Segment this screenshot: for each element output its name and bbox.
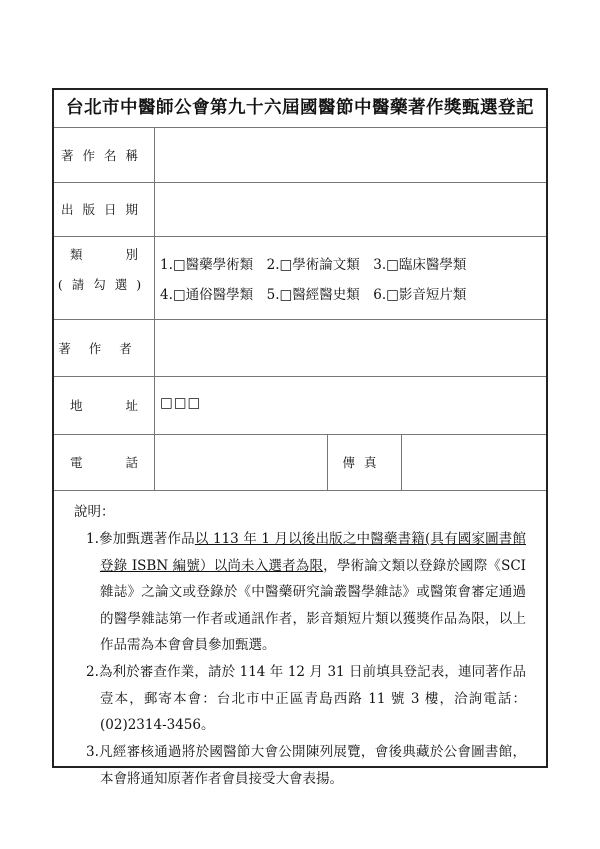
category-hint: (請勾選) (57, 277, 151, 292)
note-1-underlined: 以 113 年 1 月以後出版之中醫藥書籍(具有國家圖書館登錄 ISBN 編號）以尚未入選者為限 (100, 531, 526, 574)
work-name-field[interactable] (155, 128, 546, 182)
category-options-row1[interactable]: 1.□醫藥學術類 2.□學術論文類 3.□臨床醫學類 (160, 257, 467, 273)
form-title: 台北市中醫師公會第九十六屆國醫節中醫藥著作獎甄選登記 (66, 98, 534, 118)
registration-form (52, 88, 548, 787)
phone-field[interactable] (155, 435, 327, 490)
address-label (54, 376, 154, 434)
publish-date-field[interactable] (155, 183, 546, 236)
note-1-rest: ，學術論文類以登錄於國際《SCI 雜誌》之論文或登錄於《中醫藥研究論叢醫學雜誌》或醫策會審定通過的醫學雜誌第一作者或通訊作者，影音類短片類以獲獎作品為限，以上作品需為本會會員參加甄選。 (100, 557, 526, 653)
category-label-b: 別 (125, 247, 138, 262)
author-label: 著作者 (58, 340, 150, 356)
address-label-a: 地 (70, 398, 83, 413)
note-item-3 (86, 739, 526, 792)
note-item-1 (86, 526, 526, 659)
notes-heading: 說明： (74, 504, 115, 520)
category-label (54, 242, 154, 266)
address-field[interactable]: □□□ (160, 395, 202, 411)
note-1-intro: 1.參加甄選著作品 (86, 531, 195, 547)
phone-label-a: 電 (70, 455, 83, 470)
category-label-a: 類 (70, 247, 83, 262)
divider (54, 490, 546, 491)
note-item-2 (86, 659, 526, 739)
phone-label-b: 話 (125, 455, 138, 470)
address-label-b: 址 (125, 398, 138, 413)
phone-label (54, 434, 154, 490)
publish-date-label: 出版日期 (60, 202, 147, 217)
fax-label: 傳真 (342, 455, 386, 470)
note-2-text: 2.為利於審查作業，請於 114 年 12 月 31 日前填具登記表，連同著作品壹本，郵寄本會：台北市中正區青島西路 11 號 3 樓，洽詢電話：(02)2314-3456。 (86, 664, 526, 733)
divider (54, 236, 546, 237)
note-3-text: 3.凡經審核通過將於國醫節大會公開陳列展覽，會後典藏於公會圖書館，本會將通知原著作者會員接受大會表揚。 (86, 744, 526, 787)
author-field[interactable] (155, 320, 546, 376)
work-name-label: 著作名稱 (60, 147, 147, 163)
category-options-row2[interactable]: 4.□通俗醫學類 5.□醫經醫史類 6.□影音短片類 (160, 287, 467, 303)
fax-field[interactable] (402, 435, 546, 490)
